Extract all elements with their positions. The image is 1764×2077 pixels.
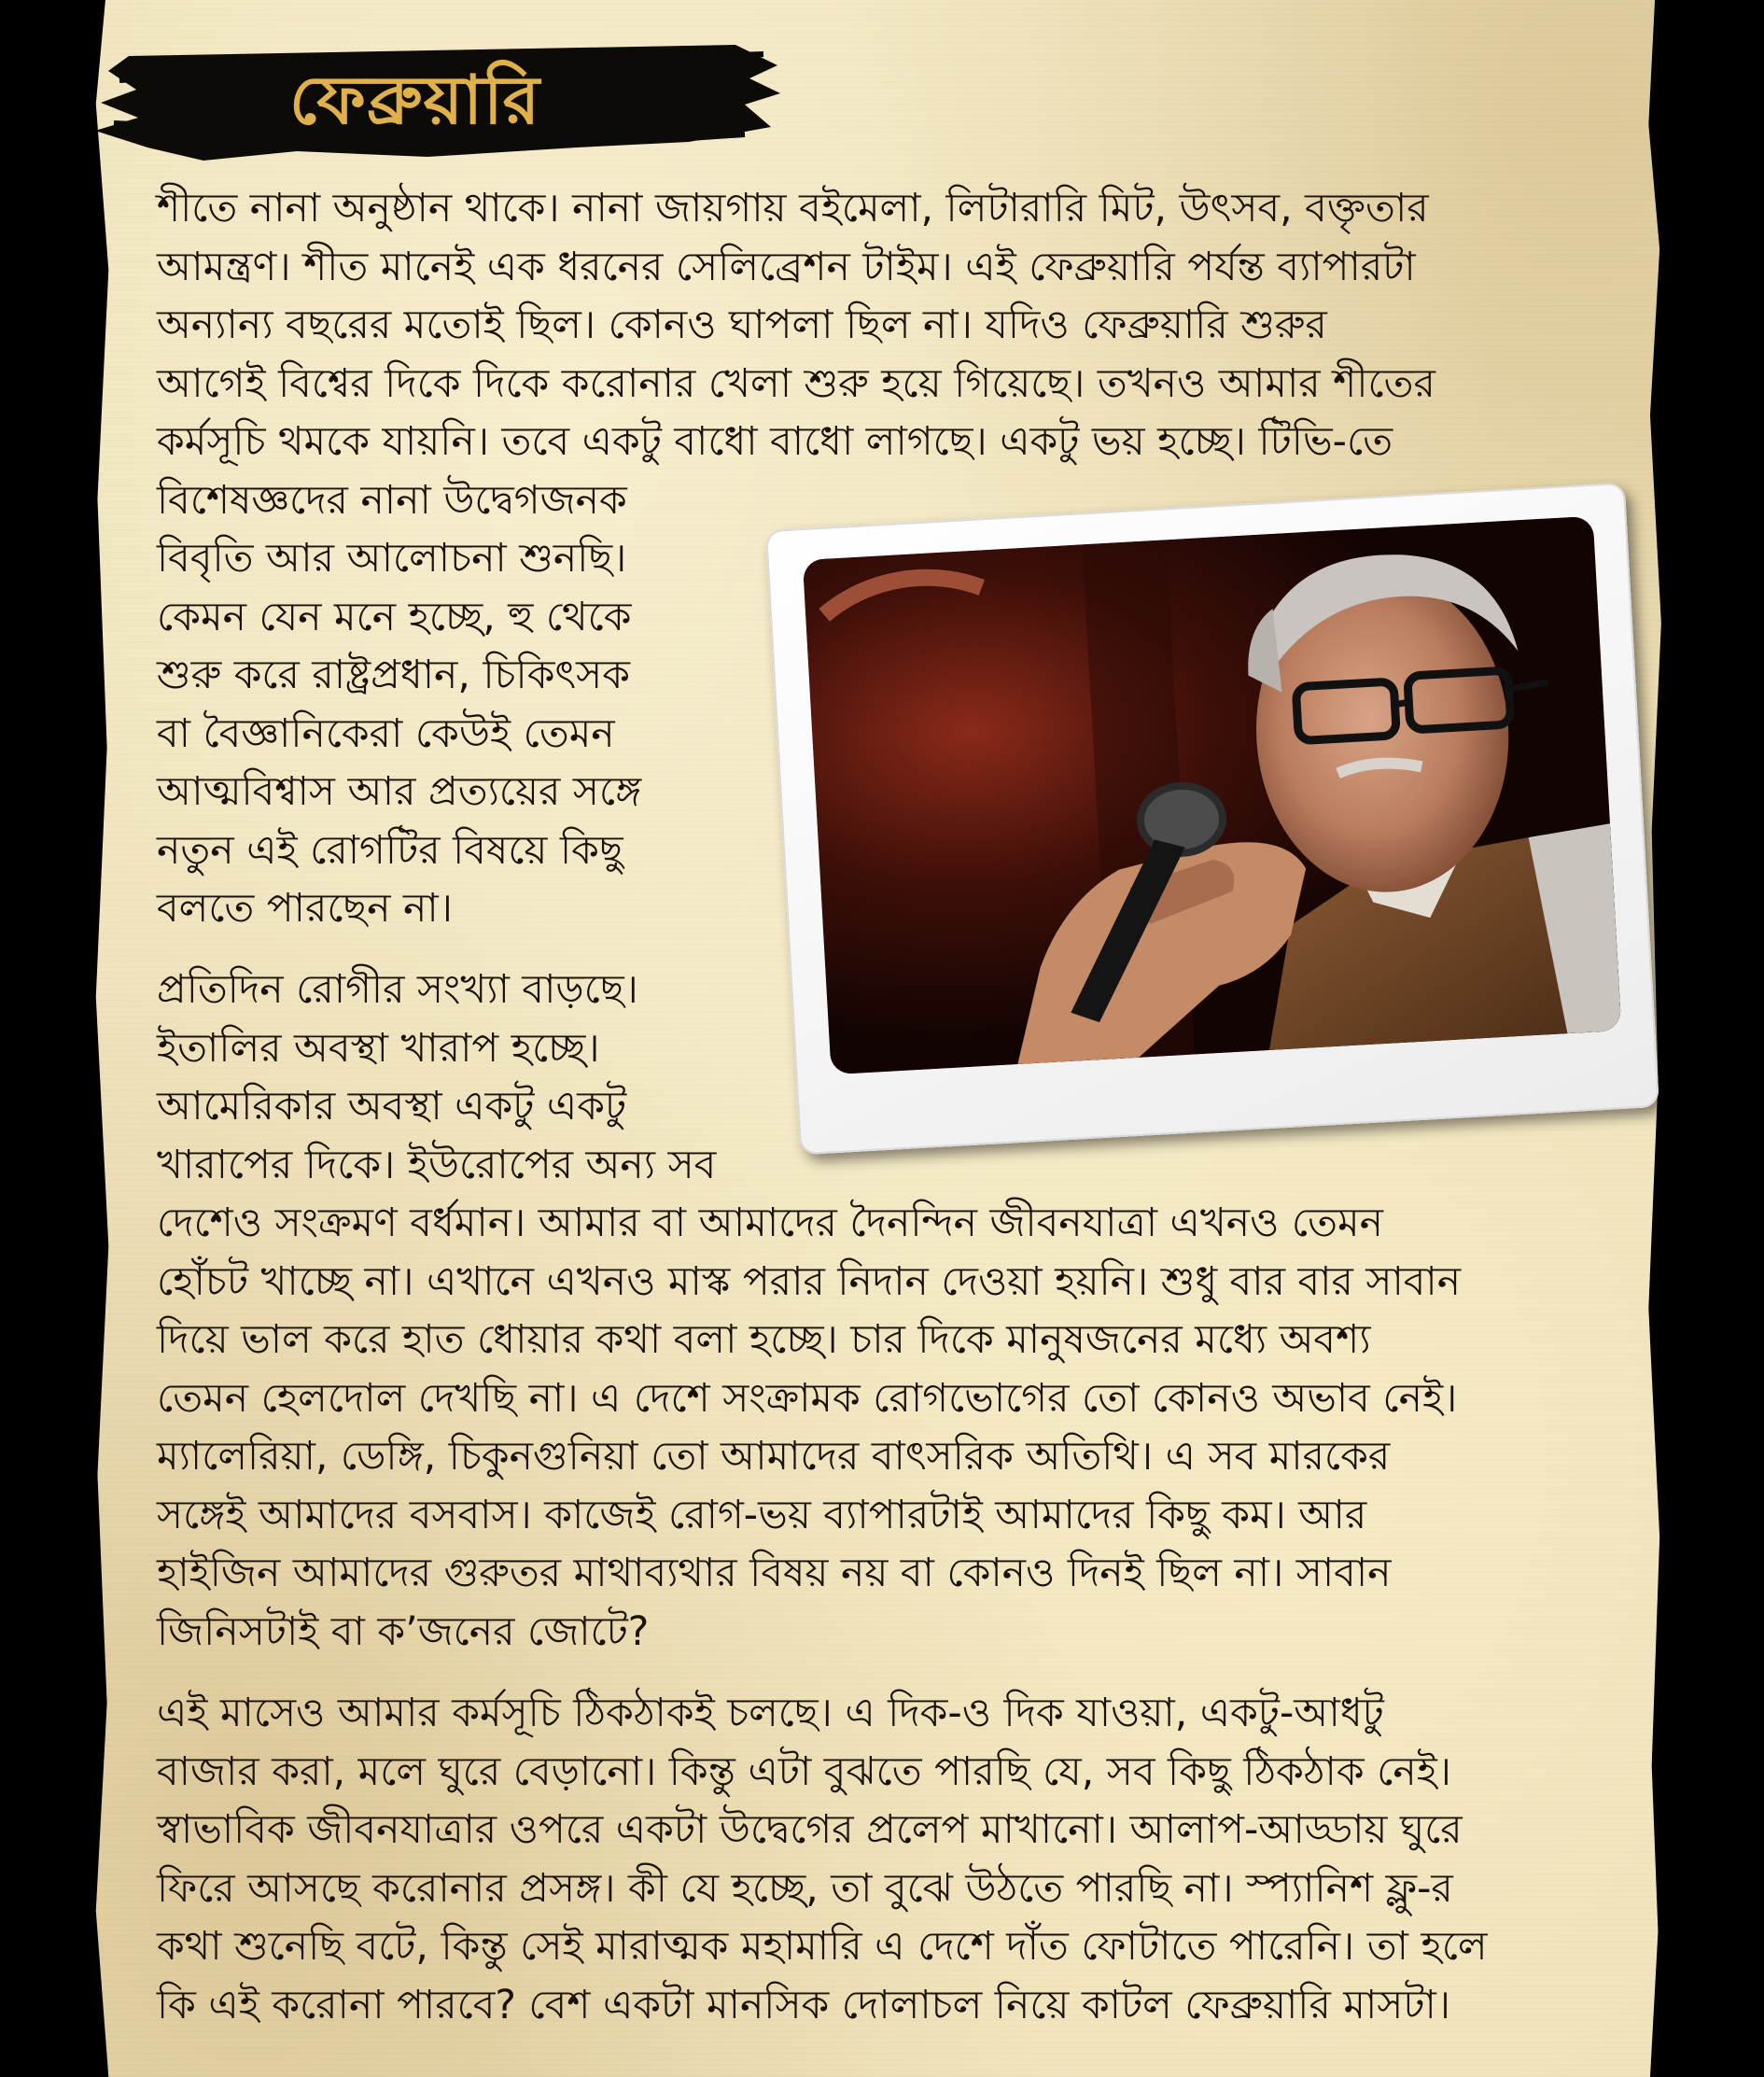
- text-line: কেমন যেন মনে হচ্ছে, হু থেকে: [157, 594, 632, 640]
- text-line: আমেরিকার অবস্থা একটু একটু: [157, 1084, 627, 1130]
- text-line: দিয়ে ভাল করে হাত ধোয়ার কথা বলা হচ্ছে। চার দিকে মানুষজনের মধ্যে অবশ্য: [157, 1317, 1371, 1363]
- portrait-illustration: [803, 516, 1621, 1074]
- text-line: বিবৃতি আর আলোচনা শুনছি।: [157, 536, 627, 582]
- text-line: জিনিসটাই বা ক’জনের জোটে?: [157, 1608, 650, 1655]
- text-line: স্বাভাবিক জীবনযাত্রার ওপরে একটা উদ্বেগের প্রলেপ মাখানো। আলাপ-আড্ডায় ঘুরে: [157, 1807, 1463, 1853]
- text-line: কর্মসূচি থমকে যায়নি। তবে একটু বাধো বাধো লাগছে। একটু ভয় হচ্ছে। টিভি-তে: [157, 419, 1393, 465]
- text-line: অন্যান্য বছরের মতোই ছিল। কোনও ঘাপলা ছিল না। যদিও ফেব্রুয়ারি শুরুর: [157, 302, 1327, 348]
- text-line: আমন্ত্রণ। শীত মানেই এক ধরনের সেলিব্রেশন টাইম। এই ফেব্রুয়ারি পর্যন্ত ব্যাপারটা: [157, 244, 1416, 290]
- text-line: প্রতিদিন রোগীর সংখ্যা বাড়ছে।: [157, 967, 638, 1013]
- text-line: হাইজিন আমাদের গুরুতর মাথাব্যথার বিষয় নয় বা কোনও দিনই ছিল না। সাবান: [157, 1551, 1392, 1596]
- text-line: সঙ্গেই আমাদের বসবাস। কাজেই রোগ-ভয় ব্যাপারটাই আমাদের কিছু কম। আর: [157, 1492, 1367, 1538]
- text-line: আগেই বিশ্বের দিকে দিকে করোনার খেলা শুরু হয়ে গিয়েছে। তখনও আমার শীতের: [157, 360, 1435, 407]
- paragraph-3: [157, 1685, 1488, 2035]
- text-line: ইতালির অবস্থা খারাপ হচ্ছে।: [157, 1025, 600, 1072]
- text-line: তেমন হেলদোল দেখছি না। এ দেশে সংক্রামক রোগভোগের তো কোনও অভাব নেই।: [157, 1375, 1458, 1422]
- text-line: দেশেও সংক্রমণ বর্ধমান। আমার বা আমাদের দৈনন্দিন জীবনযাত্রা এখনও তেমন: [157, 1200, 1384, 1246]
- text-line: ম্যালেরিয়া, ডেঙ্গি, চিকুনগুনিয়া তো আমাদের বাৎসরিক অতিথি। এ সব মারকের: [157, 1434, 1391, 1480]
- text-line: বলতে পারছেন না।: [157, 886, 453, 932]
- text-line: শীতে নানা অনুষ্ঠান থাকে। নানা জায়গায় বইমেলা, লিটারারি মিট, উৎসব, বক্তৃতার: [157, 186, 1429, 232]
- portrait-photo: [803, 516, 1621, 1074]
- text-line: খারাপের দিকে। ইউরোপের অন্য সব: [157, 1142, 717, 1188]
- text-line: শুরু করে রাষ্ট্রপ্রধান, চিকিৎসক: [157, 653, 630, 698]
- text-line: বাজার করা, মলে ঘুরে বেড়ানো। কিন্তু এটা বুঝতে পারছি যে, সব কিছু ঠিকঠাক নেই।: [157, 1748, 1452, 1795]
- text-line: হোঁচট খাচ্ছে না। এখানে এখনও মাস্ক পরার নিদান দেওয়া হয়নি। শুধু বার বার সাবান: [157, 1258, 1462, 1305]
- text-line: আত্মবিশ্বাস আর প্রত্যয়ের সঙ্গে: [157, 769, 642, 815]
- photo-frame: [765, 483, 1659, 1155]
- text-line: এই মাসেও আমার কর্মসূচি ঠিকঠাকই চলছে। এ দিক-ও দিক যাওয়া, একটু-আধটু: [157, 1691, 1384, 1736]
- text-line: কি এই করোনা পারবে? বেশ একটা মানসিক দোলাচল নিয়ে কাটল ফেব্রুয়ারি মাসটা।: [157, 1982, 1451, 2028]
- text-line: বা বৈজ্ঞানিকেরা কেউই তেমন: [157, 710, 615, 757]
- text-line: বিশেষজ্ঞদের নানা উদ্বেগজনক: [157, 477, 627, 524]
- page-title: ফেব্রুয়ারি: [289, 61, 541, 139]
- text-line: কথা শুনেছি বটে, কিন্তু সেই মারাত্মক মহামারি এ দেশে দাঁত ফোটাতে পারেনি। তা হলে: [157, 1924, 1488, 1970]
- text-line: ফিরে আসছে করোনার প্রসঙ্গ। কী যে হচ্ছে, তা বুঝে উঠতে পারছি না। স্প্যানিশ ফ্লু-র: [157, 1865, 1453, 1912]
- text-line: নতুন এই রোগটির বিষয়ে কিছু: [157, 827, 623, 874]
